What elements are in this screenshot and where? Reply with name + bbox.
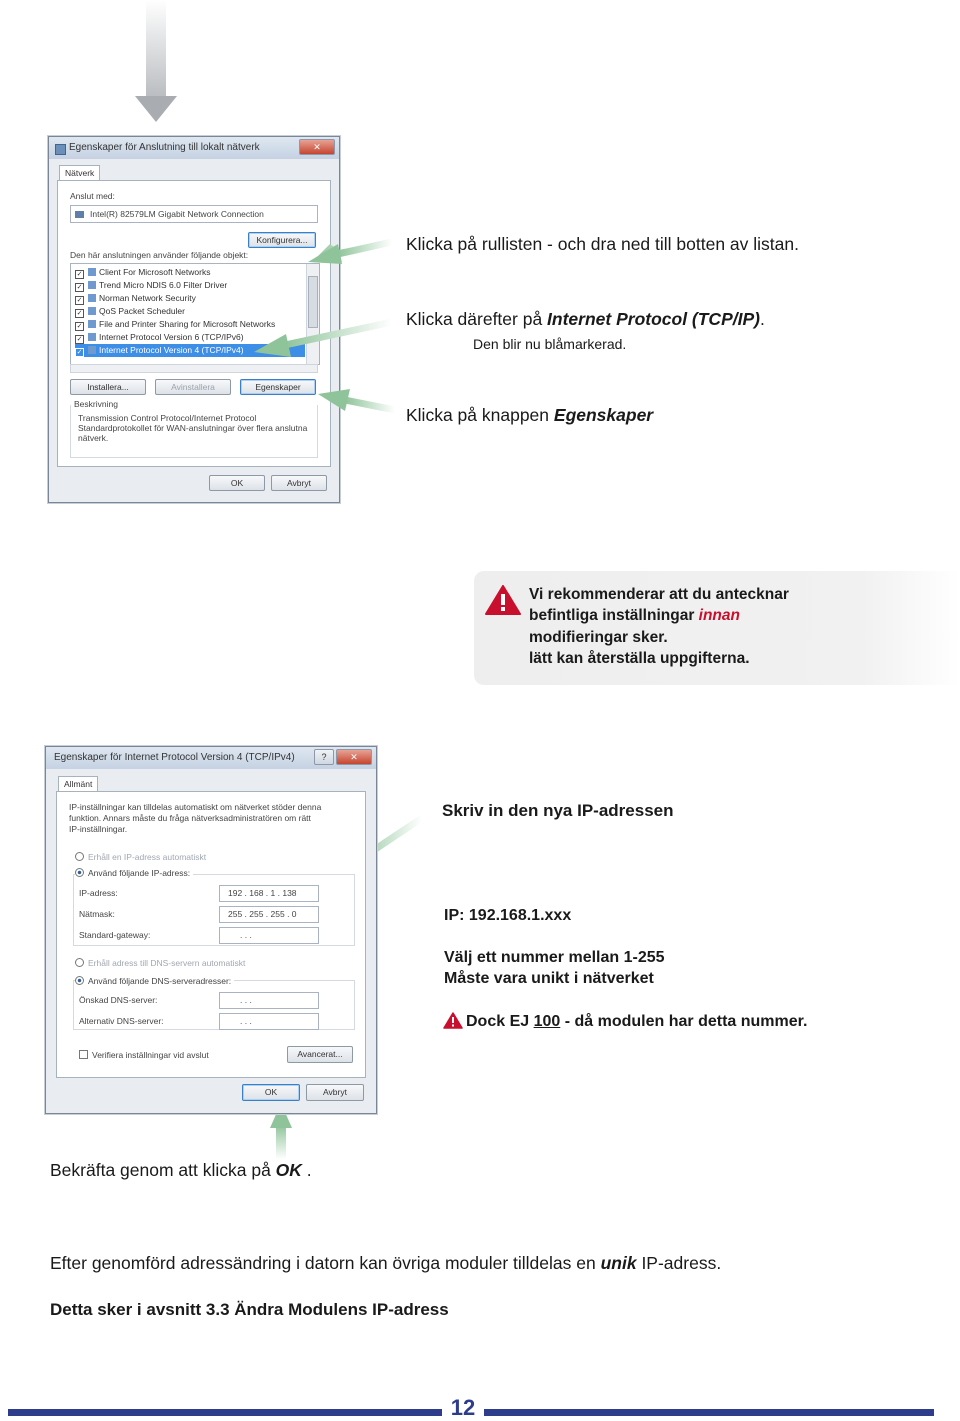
preferred-dns-label: Önskad DNS-server:: [79, 995, 158, 1005]
list-scrollbar[interactable]: [306, 264, 319, 364]
install-button[interactable]: Installera...: [70, 379, 146, 395]
dock-note: Dock EJ 100 - då modulen har detta nummer.: [466, 1013, 808, 1030]
dialog-title: Egenskaper för Internet Protocol Version 4 (TCP/IPv4): [54, 752, 295, 763]
tab-general[interactable]: Allmänt: [58, 776, 98, 792]
alternate-dns-label: Alternativ DNS-server:: [79, 1016, 164, 1026]
adapter-name: Intel(R) 82579LM Gigabit Network Connection: [90, 209, 264, 219]
advanced-button[interactable]: Avancerat...: [287, 1046, 353, 1063]
list-item[interactable]: ✓ QoS Packet Scheduler: [76, 306, 185, 317]
footer-line-left: [8, 1409, 442, 1416]
page-number: 12: [450, 1395, 476, 1420]
auto-ip-radio[interactable]: Erhåll en IP-adress automatiskt: [75, 852, 206, 862]
warning-line: lätt kan återställa uppgifterna.: [529, 650, 750, 667]
cancel-button[interactable]: Avbryt: [271, 475, 327, 491]
adapter-icon: [75, 211, 84, 218]
list-item[interactable]: ✓ Trend Micro NDIS 6.0 Filter Driver: [76, 280, 228, 291]
description-label: Beskrivning: [74, 399, 118, 409]
use-dns-radio[interactable]: Använd följande DNS-serveradresser:: [75, 976, 234, 986]
warning-line: Vi rekommenderar att du antecknar: [529, 586, 789, 603]
warning-icon: [485, 585, 521, 615]
warning-icon: [443, 1012, 463, 1029]
description-text: Transmission Control Protocol/Internet Protocol: [78, 413, 257, 423]
ip-address-field[interactable]: 192 . 168 . 1 . 138: [219, 885, 319, 902]
instruction-step2: Klicka därefter på Internet Protocol (TCP/IP).: [406, 309, 765, 329]
network-properties-dialog: [48, 136, 340, 503]
ip-example: IP: 192.168.1.xxx: [444, 907, 572, 924]
properties-button[interactable]: Egenskaper: [240, 379, 316, 395]
auto-dns-radio[interactable]: Erhåll adress till DNS-servern automatiskt: [75, 958, 245, 968]
description-text: Standardprotokollet för WAN-anslutningar över flera anslutna: [78, 423, 308, 433]
list-item[interactable]: ✓ Norman Network Security: [76, 293, 196, 304]
preferred-dns-field[interactable]: . . .: [219, 992, 319, 1009]
list-item[interactable]: ✓ File and Printer Sharing for Microsoft Networks: [76, 319, 276, 330]
use-ip-radio[interactable]: Använd följande IP-adress:: [75, 868, 193, 878]
list-item[interactable]: ✓ Internet Protocol Version 6 (TCP/IPv6): [76, 332, 244, 343]
after-text: Efter genomförd adressändring i datorn kan övriga moduler tilldelas en unik IP-adress.: [50, 1253, 722, 1273]
warning-line: modifieringar sker.: [529, 629, 668, 646]
subnet-mask-field[interactable]: 255 . 255 . 255 . 0: [219, 906, 319, 923]
horizontal-scrollbar[interactable]: [70, 364, 318, 373]
ip-label: IP-adress:: [79, 888, 118, 898]
ok-button[interactable]: OK: [209, 475, 265, 491]
confirm-text: Bekräfta genom att klicka på OK .: [50, 1160, 312, 1180]
section-reference: Detta sker i avsnitt 3.3 Ändra Modulens IP-adress: [50, 1300, 449, 1319]
ipv4-properties-dialog: [45, 746, 377, 1114]
down-arrow-icon: [135, 0, 177, 124]
instruction-step1: Klicka på rullisten - och dra ned till botten av listan.: [406, 234, 799, 254]
network-icon: [55, 144, 66, 155]
gateway-field[interactable]: . . .: [219, 927, 319, 944]
tab-panel: [57, 180, 331, 467]
tab-panel: [56, 791, 366, 1078]
ip-unique-note: Måste vara unikt i nätverket: [444, 970, 654, 987]
uninstall-button[interactable]: Avinstallera: [155, 379, 231, 395]
intro-text: funktion. Annars måste du fråga nätverksadministratören om rätt: [69, 813, 311, 823]
footer-line-right: [484, 1409, 934, 1416]
adapter-field: [70, 205, 318, 223]
tab-network[interactable]: Nätverk: [59, 165, 100, 181]
configure-button[interactable]: Konfigurera...: [248, 232, 316, 248]
description-text: nätverk.: [78, 433, 109, 443]
close-button[interactable]: ✕: [336, 749, 372, 765]
mask-label: Nätmask:: [79, 909, 115, 919]
instruction-step2-sub: Den blir nu blåmarkerad.: [473, 336, 627, 352]
dialog-titlebar: [49, 137, 339, 159]
gateway-label: Standard-gateway:: [79, 930, 151, 940]
list-item-selected[interactable]: ✓ Internet Protocol Version 4 (TCP/IPv4): [75, 344, 305, 357]
validate-checkbox[interactable]: Verifiera inställningar vid avslut: [79, 1050, 209, 1060]
connect-using-label: Anslut med:: [70, 191, 115, 201]
list-item[interactable]: ✓ Client For Microsoft Networks: [76, 267, 211, 278]
cancel-button[interactable]: Avbryt: [306, 1084, 364, 1101]
items-listbox[interactable]: [70, 263, 320, 365]
scroll-thumb[interactable]: [308, 276, 318, 328]
warning-line: befintliga inställningar innan: [529, 607, 740, 624]
instruction-step3: Klicka på knappen Egenskaper: [406, 405, 654, 425]
alternate-dns-field[interactable]: . . .: [219, 1013, 319, 1030]
help-button[interactable]: ?: [314, 749, 334, 765]
intro-text: IP-inställningar.: [69, 824, 128, 834]
dialog-title: Egenskaper för Anslutning till lokalt nätverk: [69, 142, 260, 153]
ip-heading: Skriv in den nya IP-adressen: [442, 801, 674, 820]
intro-text: IP-inställningar kan tilldelas automatiskt om nätverket stöder denna: [69, 802, 322, 812]
close-button[interactable]: ✕: [299, 139, 335, 155]
ip-range-note: Välj ett nummer mellan 1-255: [444, 949, 665, 966]
items-label: Den här anslutningen använder följande objekt:: [70, 250, 249, 260]
ok-button[interactable]: OK: [242, 1084, 300, 1101]
